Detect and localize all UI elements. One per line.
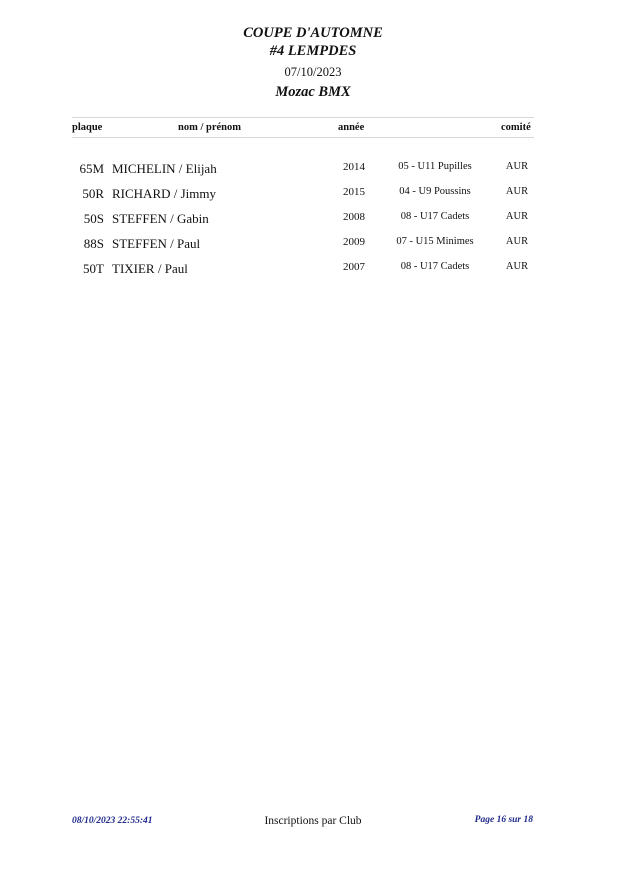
column-header-year: année [338,122,365,133]
column-header-plaque: plaque [72,122,103,133]
birth-year: 2009 [343,236,365,248]
table-row [0,161,626,181]
comite: AUR [505,261,529,272]
comite: AUR [505,161,529,172]
header-top-rule [72,117,534,118]
event-date: 07/10/2023 [284,65,342,79]
plaque-number: 88S [83,236,104,251]
category: 04 - U9 Poussins [399,186,471,197]
plaque-number: 50S [83,211,104,226]
birth-year: 2008 [343,211,365,223]
page-number: Page 16 sur 18 [474,815,533,825]
birth-year: 2007 [343,261,365,273]
category: 05 - U11 Pupilles [398,161,472,172]
table-row [0,236,626,256]
rider-name: MICHELIN / Elijah [112,161,217,176]
column-header-name: nom / prénom [178,122,241,133]
table-row [0,211,626,231]
event-subtitle: #4 LEMPDES [269,43,357,59]
event-title: COUPE D'AUTOMNE [243,25,383,41]
plaque-number: 50R [82,186,104,201]
category: 08 - U17 Cadets [400,261,470,272]
table-row [0,261,626,281]
comite: AUR [505,236,529,247]
rider-name: STEFFEN / Gabin [112,211,209,226]
header-bottom-rule [72,137,534,138]
category: 08 - U17 Cadets [400,211,470,222]
table-row [0,186,626,206]
rider-name: STEFFEN / Paul [112,236,201,251]
report-name: Inscriptions par Club [264,815,362,827]
rider-name: TIXIER / Paul [112,261,188,276]
plaque-number: 65M [79,161,104,176]
club-name: Mozac BMX [275,84,351,100]
rider-name: RICHARD / Jimmy [112,186,217,201]
column-header-comite: comité [501,122,531,133]
birth-year: 2014 [343,161,365,173]
birth-year: 2015 [343,186,365,198]
plaque-number: 50T [83,261,104,276]
print-timestamp: 08/10/2023 22:55:41 [72,816,153,826]
category: 07 - U15 Minimes [396,236,474,247]
comite: AUR [505,186,529,197]
comite: AUR [505,211,529,222]
